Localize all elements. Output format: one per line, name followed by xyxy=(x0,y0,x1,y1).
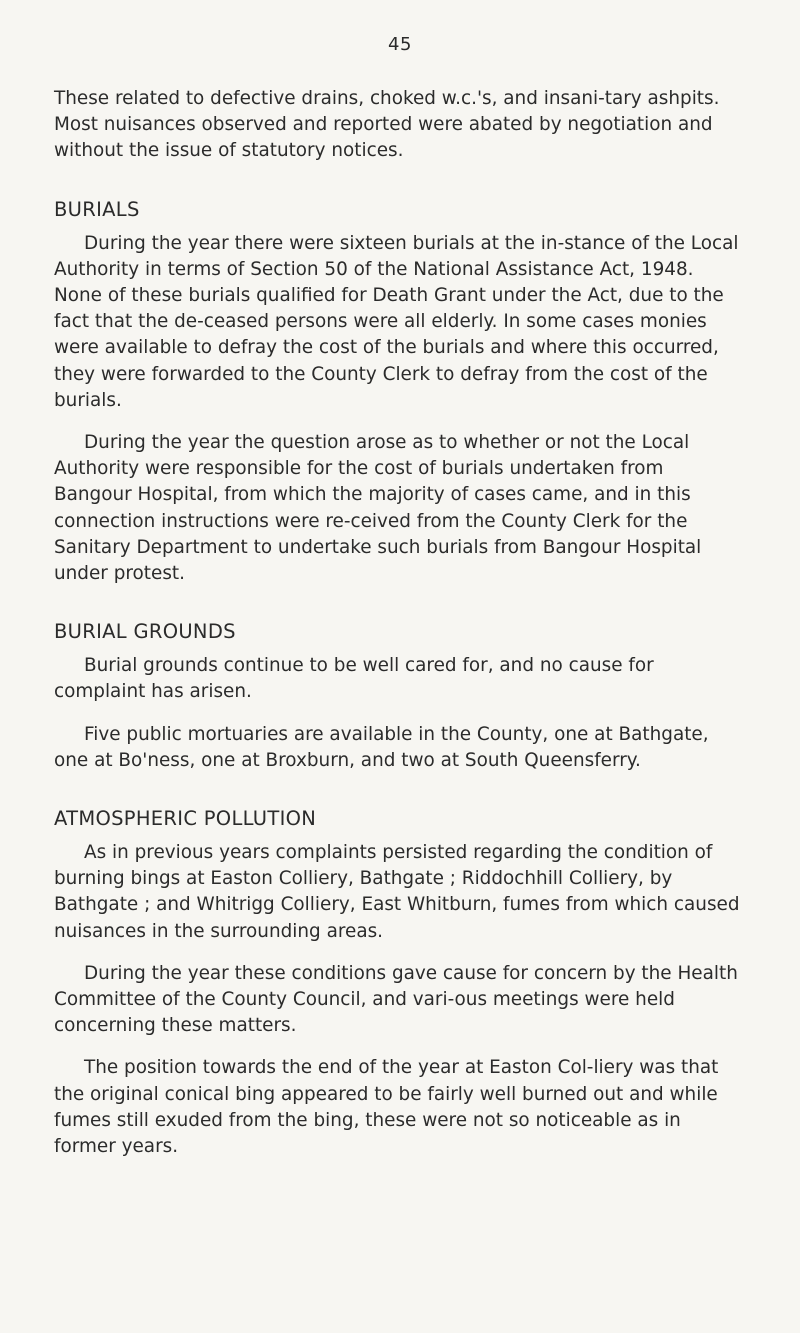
burials-paragraph-2: During the year the question arose as to whether or not the Local Authority were responsible for the cost of burials undertaken from Bangour Hospital, from which the majority of cases came, and in this connection instructions were re-ceived from the County Clerk for the Sanitary Department to undertake such burials from Bangour Hospital under protest. xyxy=(54,432,702,585)
burials-paragraph-1: During the year there were sixteen burials at the in-stance of the Local Authority in terms of Section 50 of the National Assistance Act, 1948. None of these burials qualified for Death Grant under the Act, due to the fact that the de-ceased persons were all elderly. In some cases monies were available to defray the cost of the burials and where this occurred, they were forwarded to the County Clerk to defray from the cost of the burials. xyxy=(54,232,739,411)
burial-grounds-heading: BURIAL GROUNDS xyxy=(54,620,236,644)
burials-heading: BURIALS xyxy=(54,197,140,221)
page-number: 45 xyxy=(388,34,412,55)
atmospheric-pollution-paragraph-2: During the year these conditions gave cause for concern by the Health Committee of the County Council, and vari-ous meetings were held concerning these matters. xyxy=(54,962,738,1037)
atmospheric-pollution-paragraph-3: The position towards the end of the year at Easton Col-liery was that the original conical bing appeared to be fairly well burned out and while fumes still exuded from the bing, these were not so noticeable as in former years. xyxy=(54,1057,719,1158)
intro-paragraph: These related to defective drains, choked w.c.'s, and insani-tary ashpits. Most nuisances observed and reported were abated by negotiation and without the issue of statutory notices. xyxy=(54,88,720,162)
burial-grounds-paragraph-2: Five public mortuaries are available in the County, one at Bathgate, one at Bo'ness, one at Broxburn, and two at South Queensferry. xyxy=(54,723,709,771)
atmospheric-pollution-paragraph-1: As in previous years complaints persisted regarding the condition of burning bings at Easton Colliery, Bathgate ; Riddochhill Colliery, by Bathgate ; and Whitrigg Colliery, East Whitburn, fumes from which caused nuisances in the surrounding areas. xyxy=(54,842,740,942)
atmospheric-pollution-heading: ATMOSPHERIC POLLUTION xyxy=(54,807,317,831)
page-content xyxy=(54,86,746,1160)
burial-grounds-paragraph-1: Burial grounds continue to be well cared for, and no cause for complaint has arisen. xyxy=(54,655,654,703)
